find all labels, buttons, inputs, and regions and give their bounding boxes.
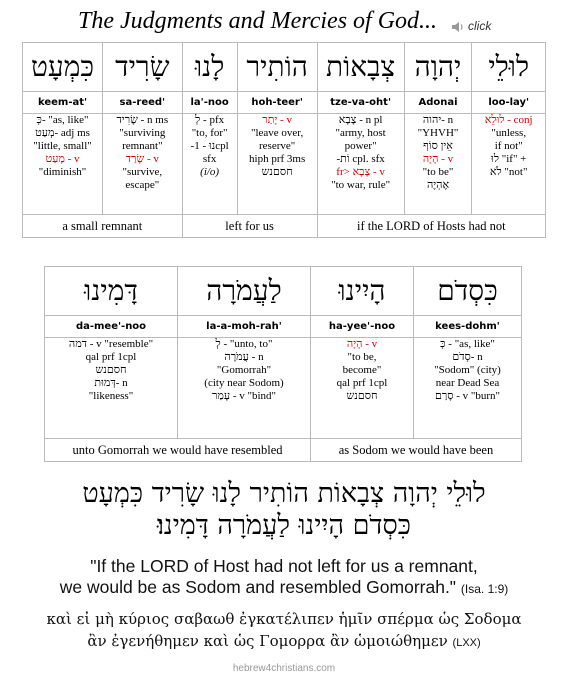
gloss-line: qal prf 1cpl [336, 377, 388, 389]
gloss-line: "to be, [347, 351, 377, 363]
gloss-line: יָתַר - v [262, 114, 292, 126]
greek-lxx-line-2 [0, 632, 568, 650]
hebrew-word: כִּמְעָט [23, 43, 103, 92]
gloss-line: לְ - "unto, to" [215, 338, 273, 350]
gloss-line: שָׂרִיד - n ms [116, 114, 169, 126]
gloss-line: סָרַם - v "burn" [434, 390, 501, 402]
gloss-cell [311, 338, 414, 439]
hebrew-word: לוּלֵי [472, 43, 546, 92]
hebrew-word: שָׂרִיד [103, 43, 183, 92]
gloss-line: כְּ - "as, like" [440, 338, 495, 350]
hebrew-word: לַעֲמֹרָה [178, 267, 311, 316]
gloss-line: escape" [125, 179, 160, 191]
gloss-line: לֹא "not" [489, 166, 528, 178]
gloss-line: reserve" [259, 140, 296, 152]
gloss-line: "survive, [122, 166, 163, 178]
english-translation-text: we would be as Sodom and resembled Gomorrah." [59, 577, 457, 597]
transliteration: loo-lay' [472, 92, 546, 114]
gloss-line: -וֹת cpl. sfx [336, 153, 385, 165]
hebrew-verse-line-1: לוּלֵי יְהוָה צְבָאוֹת הוֹתִיר לָנוּ שָׂרִיד כִּמְעָט [82, 478, 486, 509]
gloss-cell [23, 114, 103, 215]
phrase-translation: unto Gomorrah we would have resembled [45, 439, 311, 462]
gloss-line: remnant" [122, 140, 163, 152]
gloss-line: דְּמוּת- n [94, 377, 128, 389]
gloss-line: "leave over, [250, 127, 304, 139]
gloss-line: "to war, rule" [331, 179, 391, 191]
hebrew-word: יְהוָה [404, 43, 472, 92]
hebrew-word: דָּמִינוּ [45, 267, 178, 316]
gloss-line: near Dead Sea [435, 377, 500, 389]
word-table-1 [22, 42, 546, 238]
verse-reference: (Isa. 1:9) [460, 582, 509, 596]
hebrew-row [45, 267, 522, 316]
gloss-line: הָיָה - v [346, 338, 378, 350]
phrase-row [23, 215, 546, 238]
gloss-line: "diminish" [38, 166, 87, 178]
gloss-cell [178, 338, 311, 439]
gloss-line: -נוּ - 1cpl [190, 140, 229, 152]
gloss-line: (city near Sodom) [204, 377, 284, 389]
greek-lxx-line-1: καὶ εἰ μὴ κύριος σαβαωθ ἐγκατέλιπεν ἡμῖν σπέρμα ὡς Σοδομα [46, 610, 522, 628]
gloss-line: סְדֹם- n [452, 351, 483, 363]
lxx-label: (LXX) [452, 637, 481, 649]
transliteration: la'-noo [182, 92, 237, 114]
transliteration: sa-reed' [103, 92, 183, 114]
gloss-line: "to, for" [191, 127, 228, 139]
transliteration-row [23, 92, 546, 114]
gloss-line: חסםנש [261, 166, 293, 178]
gloss-line: עֲמֹרָה - n [224, 351, 264, 363]
gloss-row [45, 338, 522, 439]
gloss-line: "army, host [335, 127, 386, 139]
gloss-line: qal prf 1cpl [85, 351, 137, 363]
hebrew-word: צְבָאוֹת [317, 43, 404, 92]
phrase-row [45, 439, 522, 462]
gloss-line: דמה - v "resemble" [68, 338, 154, 350]
phrase-translation: as Sodom we would have been [311, 439, 522, 462]
gloss-line: אֵין סוֹף [423, 140, 453, 152]
site-credit: hebrew4christians.com [232, 663, 336, 674]
greek-lxx-text: ἂν ἐγενήθημεν καὶ ὡς Γομορρα ἂν ὡμοιώθημεν [87, 632, 448, 650]
hebrew-word: לָנוּ [182, 43, 237, 92]
page-title: The Judgments and Mercies of God... [78, 8, 438, 34]
gloss-line: (i/o) [200, 166, 220, 178]
hebrew-word: כִּסְדֹם [414, 267, 522, 316]
phrase-translation: if the LORD of Hosts had not [317, 215, 545, 238]
gloss-line: אֶהְיֶה [426, 179, 450, 191]
gloss-line: עָמַר - v "bind" [211, 390, 277, 402]
gloss-cell [237, 114, 317, 215]
gloss-line: הָיָה - v [422, 153, 454, 165]
transliteration: ha-yee'-noo [311, 316, 414, 338]
gloss-line: fr> צָבָא - v [336, 166, 385, 178]
gloss-line: power" [344, 140, 377, 152]
gloss-line: become" [342, 364, 382, 376]
gloss-line: hiph prf 3ms [249, 153, 306, 165]
gloss-cell [472, 114, 546, 215]
hebrew-verse-line-2: כִּסְדֹם הָיִינוּ לַעֲמֹרָה דָּמִינוּ׃ [157, 510, 411, 541]
gloss-row [23, 114, 546, 215]
gloss-line: חסםנש [346, 390, 378, 402]
transliteration: hoh-teer' [237, 92, 317, 114]
transliteration: da-mee'-noo [45, 316, 178, 338]
transliteration: tze-va-oht' [317, 92, 404, 114]
gloss-line: "YHVH" [417, 127, 459, 139]
gloss-cell [103, 114, 183, 215]
gloss-line: "little, small" [33, 140, 92, 152]
english-translation-line-1: "If the LORD of Host had not left for us a remnant, [90, 556, 478, 576]
hebrew-word: הָיִינוּ [311, 267, 414, 316]
gloss-line: לוּלֵא - conj [484, 114, 533, 126]
gloss-line: sfx [202, 153, 217, 165]
transliteration: Adonai [404, 92, 472, 114]
gloss-cell [45, 338, 178, 439]
gloss-line: "surviving [119, 127, 166, 139]
gloss-line: "likeness" [88, 390, 134, 402]
gloss-line: "Gomorrah" [216, 364, 272, 376]
transliteration: kees-dohm' [414, 316, 522, 338]
gloss-line: לוּ "if" + [491, 153, 527, 165]
speaker-icon[interactable] [451, 20, 465, 34]
gloss-cell [182, 114, 237, 215]
english-translation-line-2 [0, 577, 568, 598]
hebrew-row [23, 43, 546, 92]
word-table-2 [44, 266, 522, 462]
gloss-line: "to be" [422, 166, 454, 178]
gloss-line: "unless, [491, 127, 527, 139]
gloss-line: מָעַט - v [45, 153, 80, 165]
gloss-line: if not" [494, 140, 523, 152]
transliteration-row [45, 316, 522, 338]
gloss-line: לְ - pfx [195, 114, 225, 126]
transliteration: keem-at' [23, 92, 103, 114]
transliteration: la-a-moh-rah' [178, 316, 311, 338]
gloss-cell [404, 114, 472, 215]
gloss-line: שָׂרַד - v [125, 153, 159, 165]
gloss-line: מְעַט- adj ms [35, 127, 90, 139]
gloss-line: יהוה- n [422, 114, 454, 126]
audio-click-link[interactable]: click [468, 19, 492, 33]
header [0, 6, 568, 40]
gloss-line: כְּ- "as, like" [36, 114, 89, 126]
gloss-line: "Sodom" (city) [434, 364, 501, 376]
hebrew-word: הוֹתִיר [237, 43, 317, 92]
gloss-cell [414, 338, 522, 439]
phrase-translation: a small remnant [23, 215, 183, 238]
gloss-line: חסםנש [95, 364, 127, 376]
gloss-line: צָבָא - n pl [338, 114, 383, 126]
gloss-cell [317, 114, 404, 215]
phrase-translation: left for us [182, 215, 317, 238]
